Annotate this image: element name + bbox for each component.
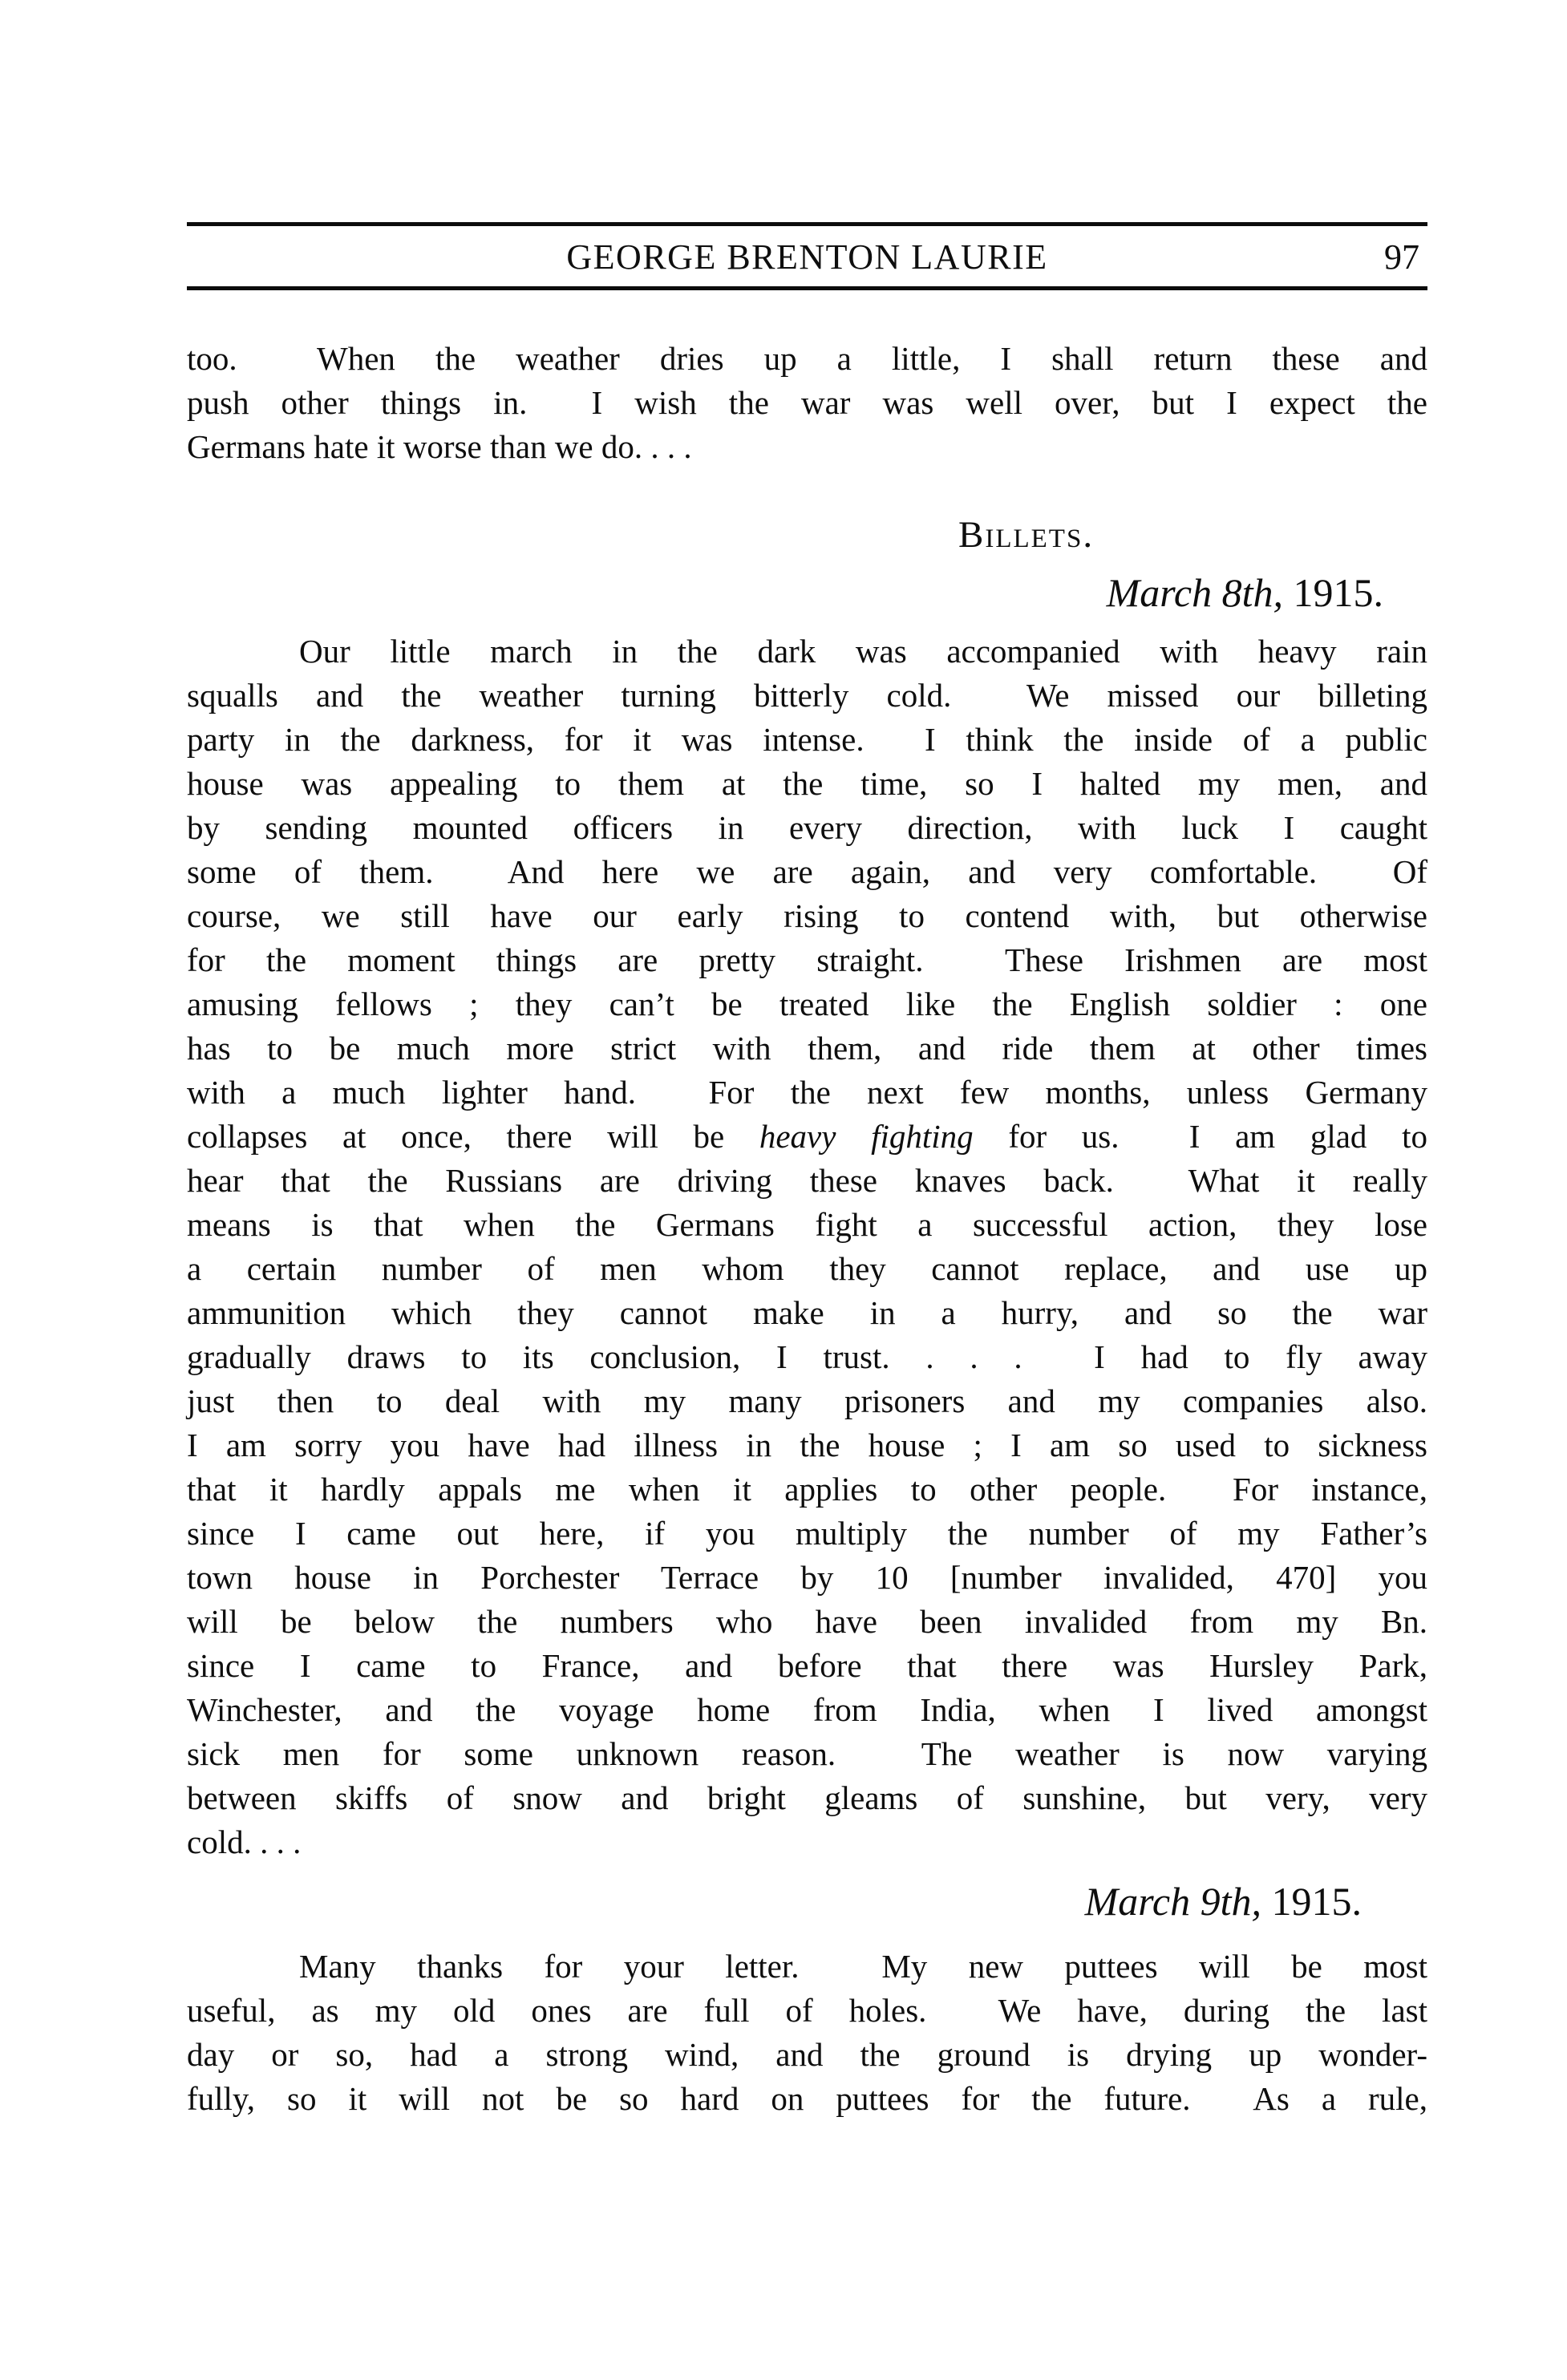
dateline-march-9 (187, 1880, 1427, 1924)
text-line: that it hardly appals me when it applies to other people. For instance, (187, 1471, 1427, 1508)
text-line: collapses at once, there will be heavy fighting for us. I am glad to (187, 1118, 1427, 1155)
text-line: by sending mounted officers in every direction, with luck I caught (187, 809, 1427, 846)
section-heading-billets: Billets. (958, 514, 1095, 556)
text-line: squalls and the weather turning bitterly cold. We missed our billeting (187, 677, 1427, 714)
header-rule-bottom (187, 286, 1427, 290)
text-line: for the moment things are pretty straight. These Irishmen are most (187, 941, 1427, 978)
text-line: will be below the numbers who have been invalided from my Bn. (187, 1603, 1427, 1640)
text-line: fully, so it will not be so hard on puttees for the future. As a rule, (187, 2080, 1427, 2117)
text-line: cold. . . . (187, 1823, 302, 1860)
paragraph-march-9-entry (187, 1945, 1427, 2121)
text-line: course, we still have our early rising to contend with, but otherwise (187, 897, 1427, 934)
text-line: amusing fellows ; they can’t be treated like the English soldier : one (187, 986, 1427, 1022)
text-line: Winchester, and the voyage home from India, when I lived amongst (187, 1691, 1427, 1728)
text-line: gradually draws to its conclusion, I trust. . . . I had to fly away (187, 1338, 1427, 1375)
paragraph-continuation (187, 337, 1427, 469)
text-line: has to be much more strict with them, and ride them at other times (187, 1030, 1427, 1067)
text-line: a certain number of men whom they cannot replace, and use up (187, 1250, 1427, 1287)
dateline-march-8-date: March 8th, (1106, 570, 1283, 615)
text-line: between skiffs of snow and bright gleams of sunshine, but very, very (187, 1779, 1427, 1816)
text-line: some of them. And here we are again, and very comfortable. Of (187, 853, 1427, 890)
dateline-march-9-date: March 9th, (1084, 1879, 1261, 1924)
text-line: just then to deal with my many prisoners and my companies also. (187, 1382, 1427, 1419)
text-line: useful, as my old ones are full of holes. We have, during the last (187, 1992, 1427, 2029)
text-line: since I came to France, and before that there was Hursley Park, (187, 1647, 1427, 1684)
running-header (187, 233, 1427, 281)
text-line: I am sorry you have had illness in the house ; I am so used to sickness (187, 1427, 1427, 1463)
paragraph-march-8-entry (187, 629, 1427, 1864)
text-line: too. When the weather dries up a little, I shall return these and (187, 340, 1427, 377)
page-title: GEORGE BRENTON LAURIE (566, 237, 1048, 277)
text-line: day or so, had a strong wind, and the ground is drying up wonder- (187, 2036, 1427, 2073)
dateline-march-8-year: 1915. (1283, 570, 1383, 615)
header-rule-top (187, 222, 1427, 226)
italic-phrase: heavy fighting (759, 1118, 974, 1155)
text-line: ammunition which they cannot make in a hurry, and so the war (187, 1294, 1427, 1331)
page-number: 97 (1384, 237, 1419, 277)
text-line: sick men for some unknown reason. The weather is now varying (187, 1735, 1427, 1772)
dateline-march-9-year: 1915. (1261, 1879, 1362, 1924)
text-line: Germans hate it worse than we do. . . . (187, 428, 692, 465)
text-line: with a much lighter hand. For the next few months, unless Germany (187, 1074, 1427, 1111)
text-line: party in the darkness, for it was intense. I think the inside of a public (187, 721, 1427, 758)
dateline-march-8 (187, 571, 1427, 615)
text-line: house was appealing to them at the time, so I halted my men, and (187, 765, 1427, 802)
text-line: town house in Porchester Terrace by 10 [number invalided, 470] you (187, 1559, 1427, 1596)
text-line: Many thanks for your letter. My new puttees will be most (299, 1948, 1427, 1985)
text-line: hear that the Russians are driving these knaves back. What it really (187, 1162, 1427, 1199)
text-line: means is that when the Germans fight a successful action, they lose (187, 1206, 1427, 1243)
text-line: push other things in. I wish the war was well over, but I expect the (187, 384, 1427, 421)
text-line: since I came out here, if you multiply the number of my Father’s (187, 1515, 1427, 1552)
text-line: Our little march in the dark was accompanied with heavy rain (299, 633, 1427, 670)
